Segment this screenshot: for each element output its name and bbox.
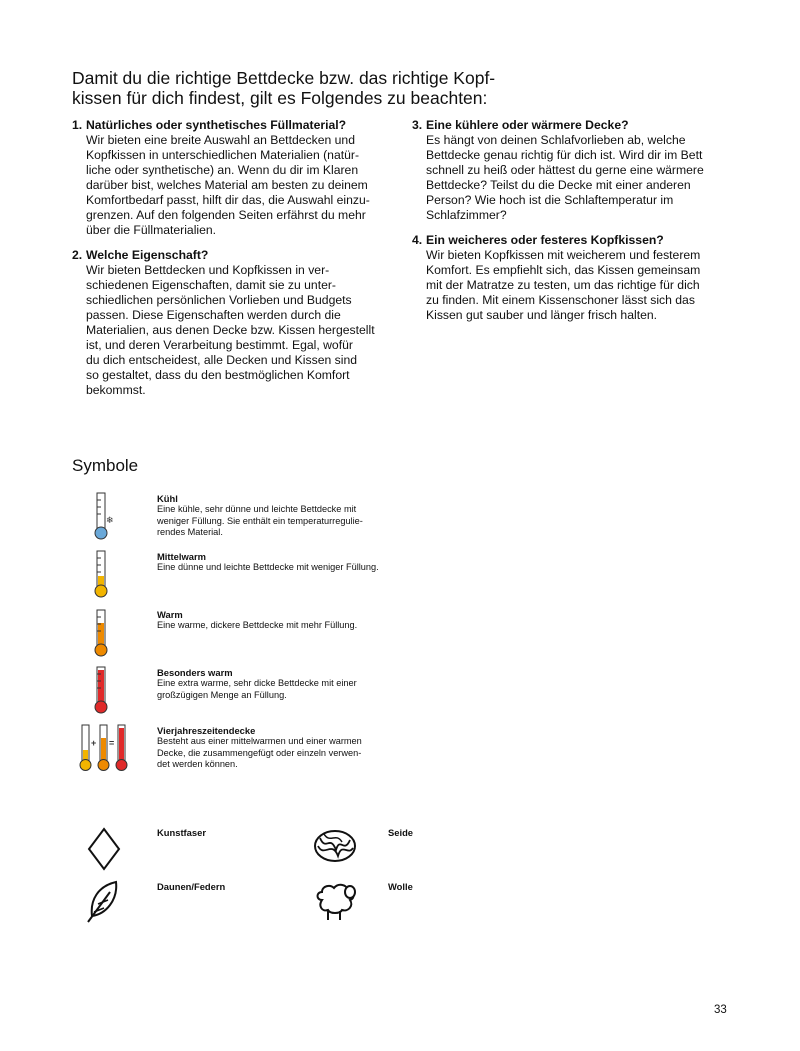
symbol-extra-warm: Besonders warm Eine extra warme, sehr dicke Bettdecke mit einer großzügigen Menge an Füllung. <box>157 667 357 700</box>
question-3: 3. Eine kühlere oder wärmere Decke? Es hängt von deinen Schlafvorlieben ab, welche Bettdecke genau richtig für dich ist. Wird dir im Bett schnell zu heiß oder hättest du gerne eine wärmere Bettdecke? Teilst du die Decke mit einer anderen Person? Wie hoch ist die Schlaftemperatur im Schlafzimmer? <box>412 118 704 222</box>
plus-sign: + <box>91 738 97 748</box>
right-column <box>412 118 742 333</box>
symbol-cool: Kühl Eine kühle, sehr dünne und leichte Bettdecke mit weniger Füllung. Sie enthält ein temperaturregulie- rendes Material. <box>157 493 363 537</box>
question-4: 4. Ein weicheres oder festeres Kopfkissen? Wir bieten Kopfkissen mit weicherem und festerem Komfort. Es empfiehlt sich, das Kissen gemeinsam mit der Matratze zu testen, um das richtige für dich zu finden. Mit einem Kissenschoner lässt sich das Kissen gut sauber und länger frisch halten. <box>412 233 701 322</box>
symbol-medium-warm: Mittelwarm Eine dünne und leichte Bettdecke mit weniger Füllung. <box>157 551 379 573</box>
diamond-icon <box>86 826 122 872</box>
silk-cocoon-icon <box>312 826 358 866</box>
symbols-title: Symbole <box>72 456 139 475</box>
feather-icon <box>84 878 124 924</box>
symbol-warm: Warm Eine warme, dickere Bettdecke mit mehr Füllung. <box>157 609 358 631</box>
sheep-icon <box>312 878 358 924</box>
intro-heading: Damit du die richtige Bettdecke bzw. das richtige Kopf- kissen für dich findest, gilt es Folgendes zu beachten: <box>72 68 496 108</box>
equals-sign: = <box>109 738 115 748</box>
svg-text:❄: ❄ <box>106 515 114 525</box>
thermometer-medium-warm-icon <box>90 550 114 600</box>
material-down: Daunen/Federn <box>157 881 226 892</box>
thermometer-cool-icon <box>90 492 114 542</box>
material-wool: Wolle <box>388 881 413 892</box>
question-1: 1. Natürliches oder synthetisches Füllmaterial? Wir bieten eine breite Auswahl an Bettdecken und Kopfkissen in unterschiedlichen Materialien (natür- liche oder synthetische) an. Wenn du dir im Klaren darüber bist, welches Material am besten zu deinem Komfortbedarf passt, hilft dir das, die Auswahl einzu- grenzen. Auf den folgenden Seiten erfährst du mehr über die Füllmaterialien. <box>72 118 370 237</box>
thermometer-warm-icon <box>90 609 114 659</box>
question-2: 2. Welche Eigenschaft? Wir bieten Bettdecken und Kopfkissen in ver- schiedenen Eigenschaften, damit sie zu unter- schiedlichen persönlichen Vorlieben und Budgets passen. Diese Eigenschaften werden durch die Materialien, aus denen Decke bzw. Kissen hergestellt ist, und deren Verarbeitung bestimmt. Egal, wofür du dich entscheidest, alle Decken und Kissen sind so gestaltet, dass du den bestmöglichen Komfort bekommst. <box>72 248 375 397</box>
thermometer-extra-warm-icon <box>90 666 114 716</box>
symbol-four-seasons: Vierjahreszeitendecke Besteht aus einer mittelwarmen und einer warmen Decke, die zusammengefügt oder einzeln verwen- det werden können. <box>157 725 362 769</box>
thermometer-four-seasons-icon <box>76 724 132 774</box>
page-number: 33 <box>714 1004 727 1016</box>
left-column <box>72 118 402 408</box>
material-synthetic: Kunstfaser <box>157 827 206 838</box>
material-silk: Seide <box>388 827 414 838</box>
